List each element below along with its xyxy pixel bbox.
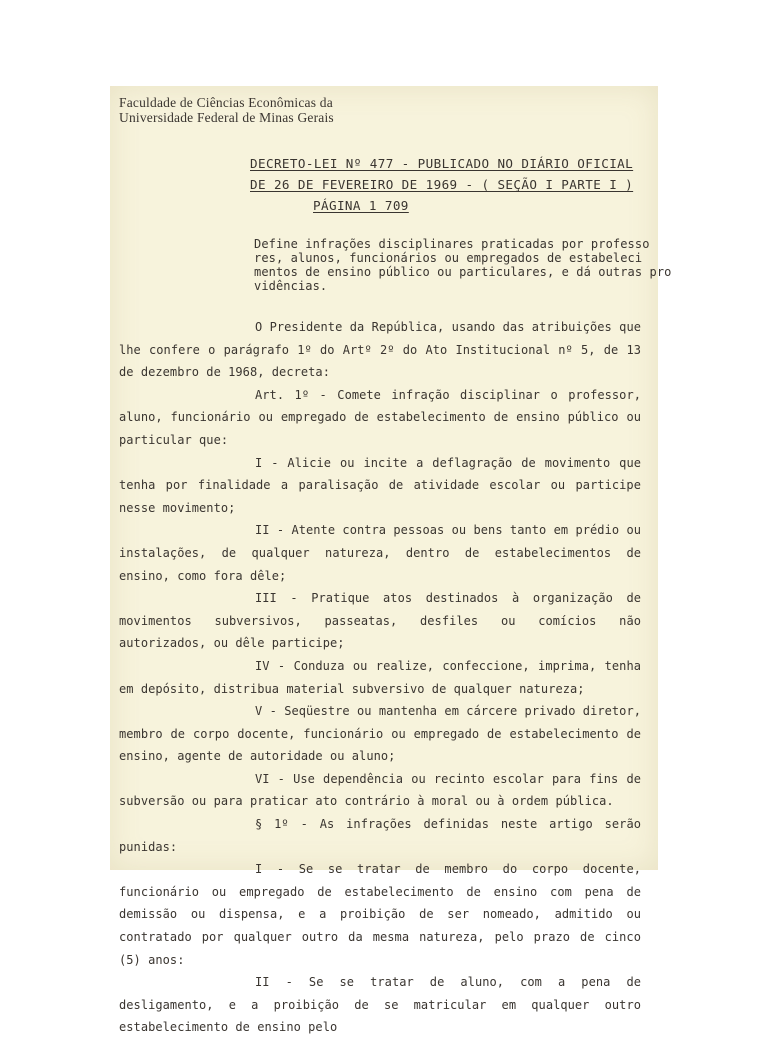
decree-body	[119, 316, 641, 1039]
summary-line-3: mentos de ensino público ou particulares, e dá outras pro	[254, 265, 672, 279]
decree-title	[250, 153, 650, 216]
institution-line-1: Faculdade de Ciências Econômicas da	[119, 95, 333, 110]
summary-line-1: Define infrações disciplinares praticadas por professo	[254, 237, 650, 251]
decree-title-line-3: PÁGINA 1 709	[313, 198, 409, 213]
summary-line-4: vidências.	[254, 279, 328, 293]
article-1-item-v: V - Seqüestre ou mantenha em cárcere privado diretor, membro de corpo docente, funcionário ou empregado de estabelecimento de ensino, agente de autoridade ou aluno;	[119, 704, 641, 764]
article-1-item-i: I - Alicie ou incite a deflagração de movimento que tenha por finalidade a paralisação de atividade escolar ou participe nesse movimento;	[119, 455, 641, 515]
paragraph-1-item-i: I - Se se tratar de membro do corpo docente, funcionário ou empregado de estabelecimento de ensino com pena de demissão ou dispensa, e a proibição de ser nomeado, admitido ou contratado por qualquer outro da mesma natureza, pelo prazo de cinco (5) anos:	[119, 862, 641, 967]
institution-header	[119, 95, 334, 125]
preamble-paragraph: O Presidente da República, usando das atribuições que lhe confere o parágrafo 1º do Artº 2º do Ato Institucional nº 5, de 13 de dezembro de 1968, decreta:	[119, 320, 641, 380]
institution-line-2: Universidade Federal de Minas Gerais	[119, 110, 334, 125]
paragraph-1-item-ii: II - Se se tratar de aluno, com a pena de desligamento, e a proibição de se matricular em qualquer outro estabelecimento de ensino pelo	[119, 975, 641, 1035]
article-1-item-iii: III - Pratique atos destinados à organização de movimentos subversivos, passeatas, desfiles ou comícios não autorizados, ou dêle participe;	[119, 591, 641, 651]
article-1: Art. 1º - Comete infração disciplinar o professor, aluno, funcionário ou empregado de estabelecimento de ensino público ou particular que:	[119, 387, 641, 447]
decree-title-line-2: DE 26 DE FEVEREIRO DE 1969 - ( SEÇÃO I PARTE I )	[250, 177, 634, 192]
article-1-item-iv: IV - Conduza ou realize, confeccione, imprima, tenha em depósito, distribua material subversivo de qualquer natureza;	[119, 658, 641, 696]
article-1-item-vi: VI - Use dependência ou recinto escolar para fins de subversão ou para praticar ato contrário à moral ou à ordem pública.	[119, 771, 641, 809]
decree-summary	[254, 237, 672, 293]
decree-title-line-1: DECRETO-LEI Nº 477 - PUBLICADO NO DIÁRIO OFICIAL	[250, 156, 634, 171]
paragraph-1: § 1º - As infrações definidas neste artigo serão punidas:	[119, 817, 641, 854]
summary-line-2: res, alunos, funcionários ou empregados de estabeleci	[254, 251, 643, 265]
article-1-item-ii: II - Atente contra pessoas ou bens tanto em prédio ou instalações, de qualquer natureza, dentro de estabelecimentos de ensino, como fora dêle;	[119, 523, 641, 583]
scanned-document-page	[110, 86, 672, 1035]
